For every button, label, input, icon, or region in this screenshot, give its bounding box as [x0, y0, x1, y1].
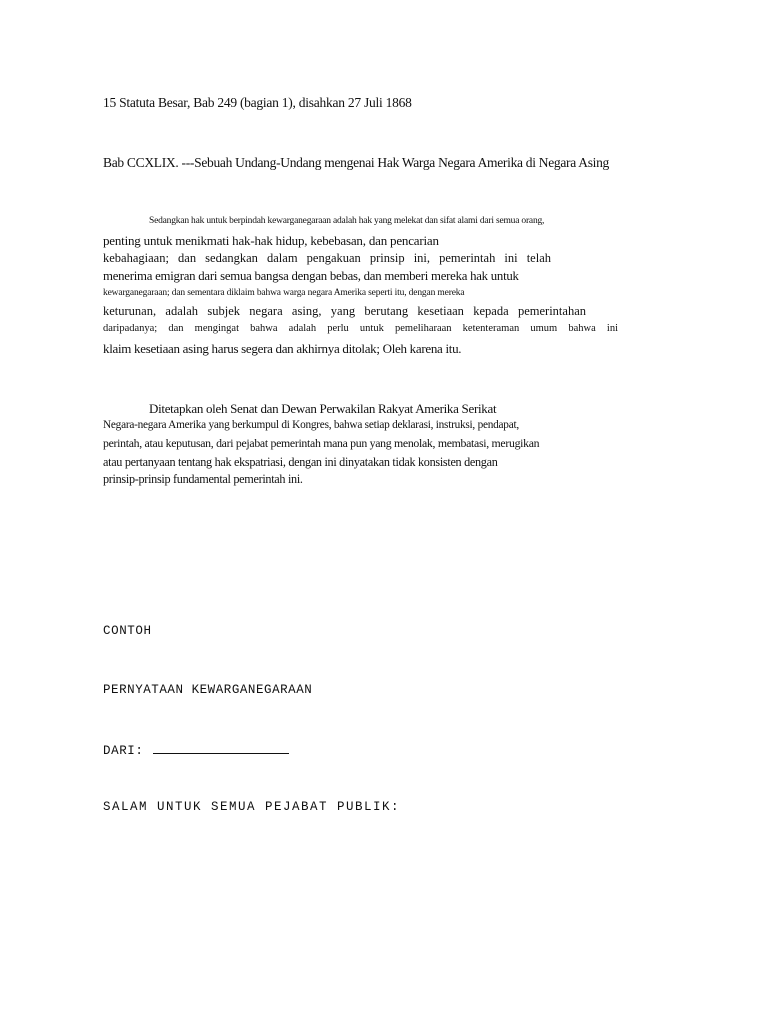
sample-label: CONTOH — [103, 624, 152, 638]
preamble-line: kebahagiaan; dan sedangkan dalam pengakuan prinsip ini, pemerintah ini telah — [103, 251, 551, 265]
header-line: 15 Statuta Besar, Bab 249 (bagian 1), disahkan 27 Juli 1868 — [103, 95, 412, 110]
from-blank-line[interactable] — [153, 742, 289, 754]
declaration-title: PERNYATAAN KEWARGANEGARAAN — [103, 683, 313, 697]
enactment-line: Negara-negara Amerika yang berkumpul di Kongres, bahwa setiap deklarasi, instruksi, pendapat, — [103, 419, 519, 431]
chapter-title: Bab CCXLIX. ---Sebuah Undang-Undang mengenai Hak Warga Negara Amerika di Negara Asing — [103, 155, 610, 170]
enactment-line: perintah, atau keputusan, dari pejabat pemerintah mana pun yang menolak, membatasi, merugikan — [103, 436, 540, 450]
preamble-line: Sedangkan hak untuk berpindah kewarganegaraan adalah hak yang melekat dan sifat alami dari semua orang, — [149, 216, 545, 226]
preamble-line: klaim kesetiaan asing harus segera dan akhirnya ditolak; Oleh karena itu. — [103, 341, 462, 356]
preamble-line: keturunan, adalah subjek negara asing, yang berutang kesetiaan kepada pemerintahan — [103, 304, 586, 318]
from-field-row — [103, 742, 289, 758]
from-label: DARI: — [103, 744, 144, 758]
preamble-line: kewarganegaraan; dan sementara diklaim bahwa warga negara Amerika seperti itu, dengan mereka — [103, 288, 465, 298]
preamble-line: daripadanya; dan mengingat bahwa adalah perlu untuk pemeliharaan ketenteraman umum bahwa ini — [103, 323, 618, 334]
preamble-line: menerima emigran dari semua bangsa dengan bebas, dan memberi mereka hak untuk — [103, 269, 519, 283]
enactment-line: atau pertanyaan tentang hak ekspatriasi, dengan ini dinyatakan tidak konsisten dengan — [103, 455, 498, 469]
preamble-line: penting untuk menikmati hak-hak hidup, kebebasan, dan pencarian — [103, 233, 439, 248]
greeting-line: SALAM UNTUK SEMUA PEJABAT PUBLIK: — [103, 800, 401, 814]
enactment-line: prinsip-prinsip fundamental pemerintah ini. — [103, 472, 303, 486]
enactment-line: Ditetapkan oleh Senat dan Dewan Perwakilan Rakyat Amerika Serikat — [149, 401, 497, 416]
